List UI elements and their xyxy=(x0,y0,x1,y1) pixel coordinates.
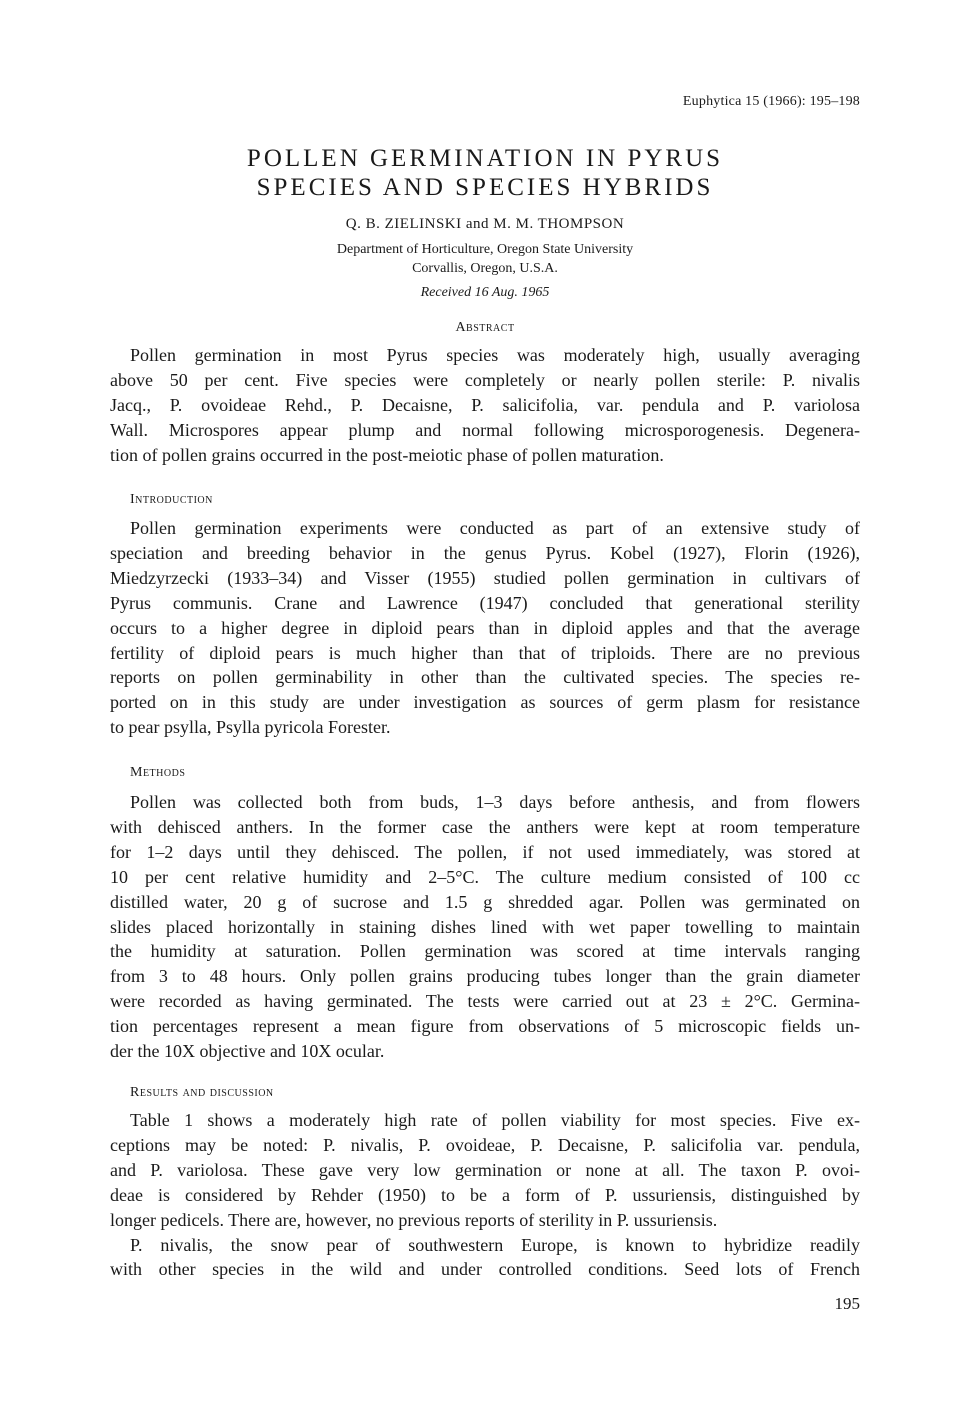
methods-line: for 1–2 days until they dehisced. The pollen, if not used immediately, was stored at xyxy=(110,841,860,862)
introduction-line: Pollen germination experiments were conducted as part of an extensive study of xyxy=(130,518,860,538)
affiliation-line-1: Department of Horticulture, Oregon State University xyxy=(336,242,634,257)
journal-citation: Euphytica 15 (1966): 195–198 xyxy=(682,94,860,109)
results-line: Table 1 shows a moderately high rate of pollen viability for most species. Five ex- xyxy=(130,1110,860,1130)
methods-line: tion percentages represent a mean figure from observations of 5 microscopic fields un- xyxy=(110,1016,860,1037)
abstract-line: Pollen germination in most Pyrus species was moderately high, usually averaging xyxy=(130,345,860,365)
methods-line: distilled water, 20 g of sucrose and 1.5 g shredded agar. Pollen was germinated on xyxy=(110,891,860,912)
results-line: deae is considered by Rehder (1950) to be a form of P. ussuriensis, distinguished by xyxy=(110,1184,860,1205)
introduction-line: reports on pollen germinability in other than the cultivated species. The species re- xyxy=(110,667,860,688)
abstract-body xyxy=(110,343,860,468)
introduction-line: fertility of diploid pears is much higher than that of triploids. There are no previous xyxy=(110,642,860,663)
introduction-line: ported on in this study are under investigation as sources of germ plasm for resistance xyxy=(110,692,860,713)
abstract-heading: Abstract xyxy=(455,320,515,335)
results-line: longer pedicels. There are, however, no previous reports of sterility in P. ussuriensis. xyxy=(110,1209,718,1230)
abstract-line: Jacq., P. ovoideae Rehd., P. Decaisne, P. salicifolia, var. pendula and P. variolosa xyxy=(110,394,860,415)
methods-line: the humidity at saturation. Pollen germination was scored at time intervals ranging xyxy=(110,941,860,962)
received-date: Received 16 Aug. 1965 xyxy=(420,285,550,300)
abstract-line: above 50 per cent. Five species were completely or nearly pollen sterile: P. nivalis xyxy=(110,369,860,390)
introduction-heading: Introduction xyxy=(130,492,213,507)
introduction-line: occurs to a higher degree in diploid pears than in diploid apples and that the average xyxy=(110,617,860,638)
methods-body xyxy=(110,790,860,1064)
methods-heading: Methods xyxy=(130,765,186,780)
authors: Q. B. ZIELINSKI and M. M. THOMPSON xyxy=(345,216,625,232)
title-line-2: SPECIES AND SPECIES HYBRIDS xyxy=(256,174,714,201)
methods-line: from 3 to 48 hours. Only pollen grains producing tubes longer than the grain diameter xyxy=(110,966,860,987)
introduction-body xyxy=(110,516,860,740)
results-line: with other species in the wild and under controlled conditions. Seed lots of French xyxy=(110,1259,860,1280)
abstract-line: tion of pollen grains occurred in the post-meiotic phase of pollen maturation. xyxy=(110,444,664,465)
introduction-line: to pear psylla, Psylla pyricola Forester. xyxy=(110,717,391,738)
page-number: 195 xyxy=(834,1294,860,1313)
methods-line: were recorded as having germinated. The tests were carried out at 23 ± 2°C. Germina- xyxy=(110,991,860,1012)
methods-line: der the 10X objective and 10X ocular. xyxy=(110,1041,385,1062)
paper-title xyxy=(110,144,860,202)
affiliation xyxy=(110,240,860,278)
title-line-1: POLLEN GERMINATION IN PYRUS xyxy=(246,145,724,172)
results-line: ceptions may be noted: P. nivalis, P. ovoideae, P. Decaisne, P. salicifolia var. pendula, xyxy=(110,1134,860,1155)
methods-line: with dehisced anthers. In the former case the anthers were kept at room temperature xyxy=(110,816,860,837)
methods-line: slides placed horizontally in staining dishes lined with wet paper towelling to maintain xyxy=(110,916,860,937)
methods-line: 10 per cent relative humidity and 2–5°C. The culture medium consisted of 100 cc xyxy=(110,866,860,887)
introduction-line: Miedzyrzecki (1933–34) and Visser (1955) studied pollen germination in cultivars of xyxy=(110,567,860,588)
results-body xyxy=(110,1108,860,1282)
affiliation-line-2: Corvallis, Oregon, U.S.A. xyxy=(412,261,558,276)
methods-line: Pollen was collected both from buds, 1–3 days before anthesis, and from flowers xyxy=(130,792,860,812)
abstract-line: Wall. Microspores appear plump and normal following microsporogenesis. Degenera- xyxy=(110,419,860,440)
results-line: P. nivalis, the snow pear of southwestern Europe, is known to hybridize readily xyxy=(130,1234,860,1255)
introduction-line: Pyrus communis. Crane and Lawrence (1947) concluded that generational sterility xyxy=(110,592,860,613)
introduction-line: speciation and breeding behavior in the genus Pyrus. Kobel (1927), Florin (1926), xyxy=(110,542,860,563)
results-heading: Results and discussion xyxy=(130,1085,274,1100)
results-line: and P. variolosa. These gave very low germination or none at all. The taxon P. ovoi- xyxy=(110,1159,860,1180)
